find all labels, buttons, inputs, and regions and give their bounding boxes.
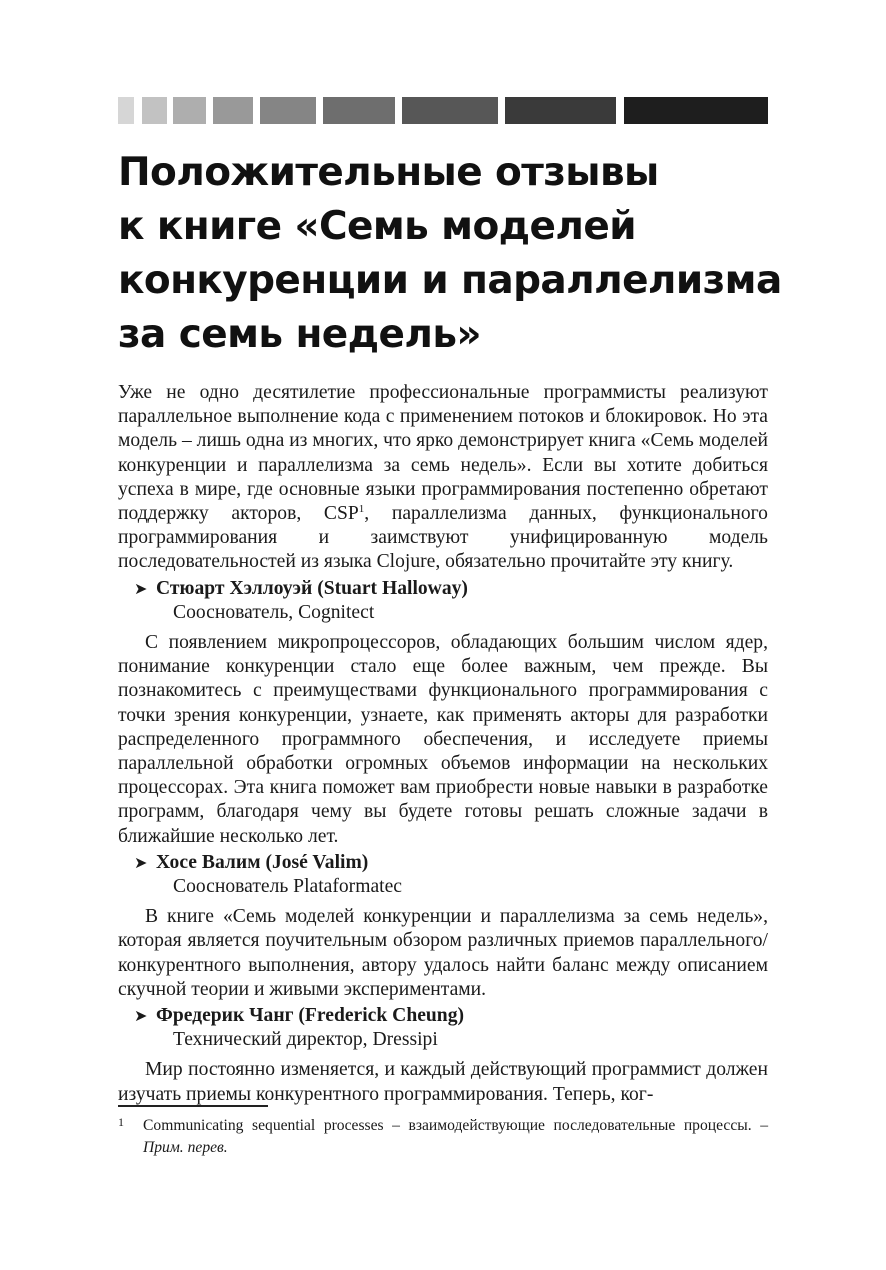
bar-segment [142,97,167,124]
reviews-body [118,381,768,1107]
review-text: Мир постоянно изменяется, и каждый действующий программист должен изучать приемы конкурентного программирования. Теперь, ког- [118,1059,768,1105]
bar-segment [260,97,316,124]
arrow-icon: ➤ [134,852,148,872]
page-title [118,146,782,362]
bar-segment [624,97,768,124]
footnote-number: 1 [118,1115,124,1129]
review-attribution [118,1004,768,1052]
review-text: Уже не одно десятилетие профессиональные программисты реализуют параллельное выполнение кода с применением потоков и блокировок. Но эта модель – лишь одна из многих, что ярко демонстрирует книга «Семь моделей конкуренции и параллелизма за семь недель». Если вы хотите добиться успеха в мире, где основные языки программирования постепенно обретают поддержку акторов, CSP$^1$, параллелизма данных, функционального программирования и заимствуют унифицированную модель последовательностей из языка Clojure, обязательно прочитайте эту книгу. [118,382,768,573]
footnote-text: Communicating sequential processes – взаимодействующие последовательные процессы. – Прим. перев. [143,1117,768,1156]
title-line: конкуренции и параллелизма [118,258,782,303]
title-line: Положительные отзывы [118,150,659,195]
header-gradient-bar [118,97,768,124]
arrow-icon: ➤ [134,1006,148,1026]
title-line: к книге «Семь моделей [118,204,636,249]
footnote-ref[interactable]: 1 [358,503,365,516]
bar-segment [505,97,616,124]
review-author-role: Технический директор, Dressipi [173,1029,438,1051]
arrow-icon: ➤ [134,578,148,598]
bar-segment [213,97,253,124]
review-author: ➤ Фредерик Чанг (Frederick Cheung) [156,1004,768,1028]
review-text: С появлением микропроцессоров, обладающих большим числом ядер, понимание конкуренции стало еще более важным, чем прежде. Вы познакомитесь с преимуществами функционального программирования с точки зрения конкуренции, узнаете, как применять акторы для разработки распределенного программного обеспечения, и исследуете приемы параллельной обработки огромных объемов информации на нескольких процессорах. Эта книга поможет вам приобрести новые навыки в разработке программ, благодаря чему вы будете готовы решать сложные задачи в ближайшие несколько лет. [118,632,768,847]
footnote-divider [118,1105,268,1107]
translator-note: Прим. перев. [143,1138,228,1156]
title-line: за семь недель» [118,312,482,357]
bar-segment [402,97,498,124]
review-attribution [118,851,768,899]
review-text: В книге «Семь моделей конкуренции и параллелизма за семь недель», которая является поучительным обзором различных приемов параллельного/конкурентного выполнения, автору удалось найти баланс между описанием скучной теории и живыми экспериментами. [118,906,768,1000]
review-attribution [118,577,768,625]
review-author: ➤ Стюарт Хэллоуэй (Stuart Halloway) [156,577,768,601]
review-author-role: Сооснователь, Cognitect [173,601,375,623]
bar-segment [323,97,395,124]
review-author-role: Сооснователь Plataformatec [173,876,402,898]
bar-segment [118,97,134,124]
footnote [118,1115,768,1158]
review-author: ➤ Хосе Валим (José Valim) [156,851,768,875]
bar-segment [173,97,206,124]
